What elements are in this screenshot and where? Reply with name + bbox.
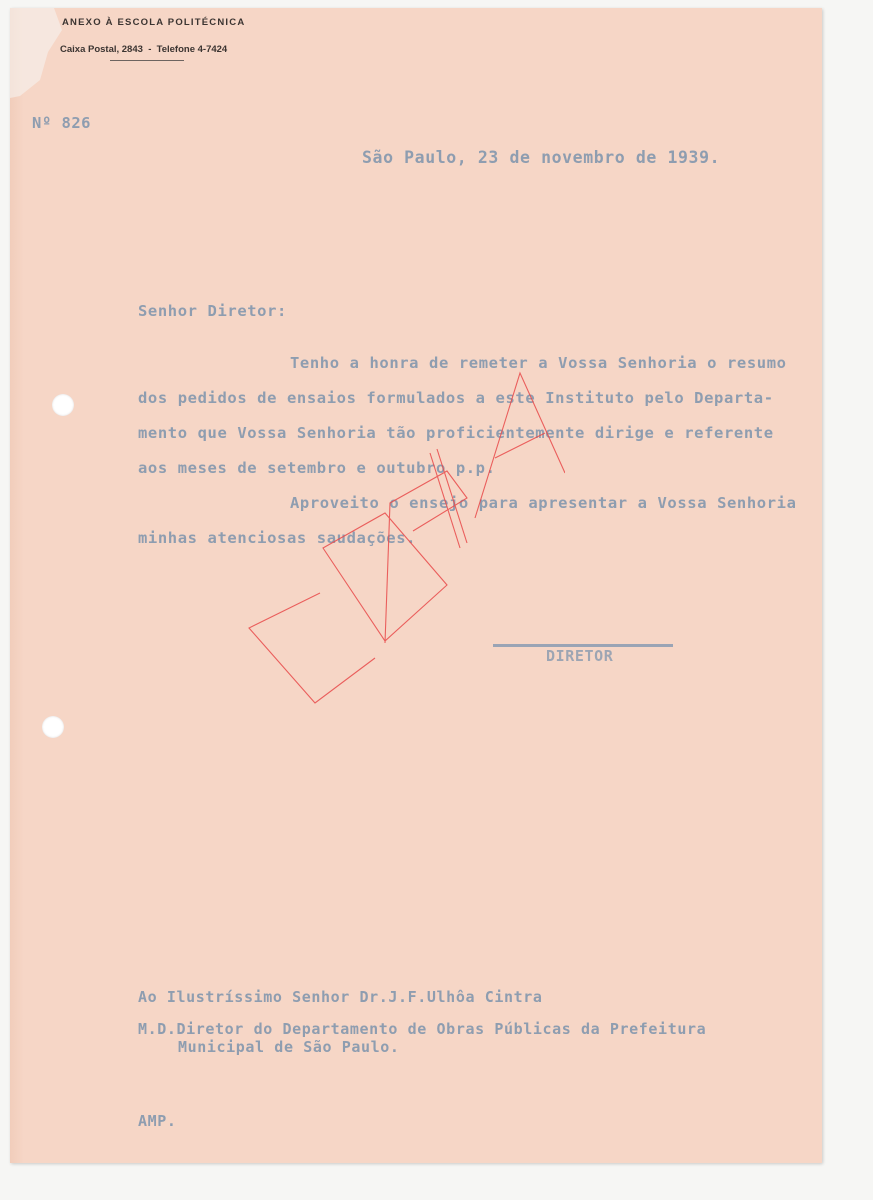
punch-hole-top [52,394,74,416]
body-line: aos meses de setembro e outubro p.p. [138,459,496,477]
letter-page [10,8,822,1163]
salutation: Senhor Diretor: [138,302,287,320]
recipient-line: Ao Ilustríssimo Senhor Dr.J.F.Ulhôa Cintra [138,988,543,1006]
document-number: Nº 826 [32,114,91,132]
letterhead-institution: ANEXO À ESCOLA POLITÉCNICA [62,17,246,28]
letterhead-rule [110,60,184,61]
typist-initials: AMP. [138,1112,177,1130]
body-line: dos pedidos de ensaios formulados a este Instituto pelo Departa- [138,389,774,407]
recipient-line: Municipal de São Paulo. [178,1038,400,1056]
closing-line: minhas atenciosas saudações. [138,529,417,547]
punch-hole-bottom [42,716,64,738]
body-line: Tenho a honra de remeter a Vossa Senhoria o resumo [290,354,787,372]
document-date: São Paulo, 23 de novembro de 1939. [362,148,721,167]
body-line: mento que Vossa Senhoria tão proficientemente dirige e referente [138,424,774,442]
letterhead-contact: Caixa Postal, 2843 - Telefone 4-7424 [60,44,228,55]
closing-line: Aproveito o ensejo para apresentar a Vossa Senhoria [290,494,797,512]
signature-label: DIRETOR [546,647,614,665]
copia-stamp [235,353,565,713]
recipient-line: M.D.Diretor do Departamento de Obras Públicas da Prefeitura [138,1020,707,1038]
